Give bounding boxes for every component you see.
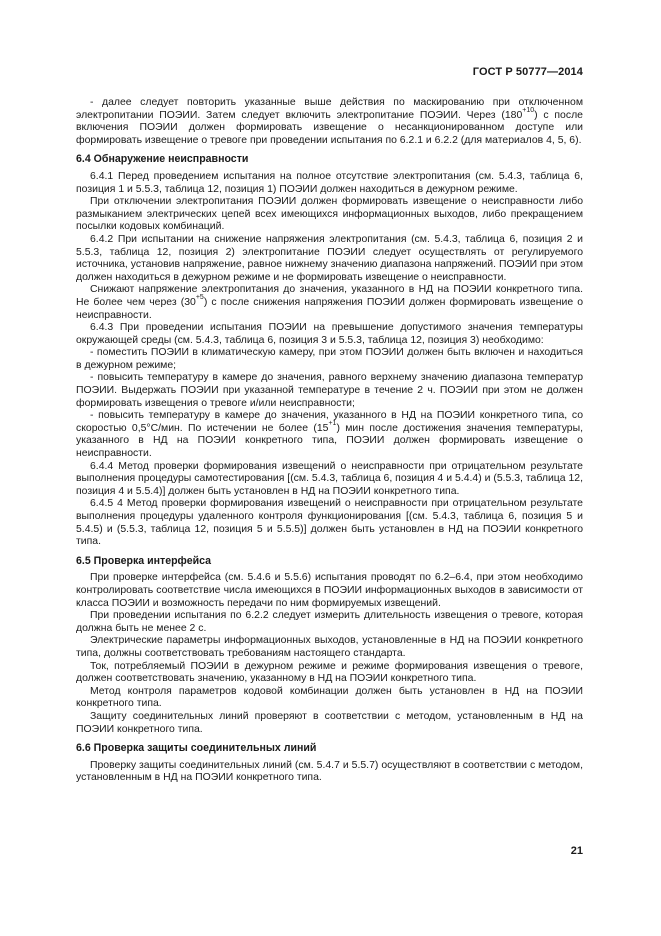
paragraph-text: Проверку защиты соединительных линий (см. 5.4.7 и 5.5.7) осуществляют в соответствии с методом, установленным в НД на ПОЭИИ конкретного типа. bbox=[76, 759, 583, 784]
page-header: ГОСТ Р 50777—2014 bbox=[472, 66, 583, 78]
paragraph-text: Метод контроля параметров кодовой комбинации должен быть установлен в НД на ПОЭИИ конкретного типа. bbox=[76, 685, 583, 710]
paragraph bbox=[76, 234, 583, 284]
paragraph bbox=[76, 372, 583, 410]
paragraph bbox=[76, 171, 583, 196]
paragraph-text: - повысить температуру в камере до значения, равного верхнему значению диапазона температур ПОЭИИ. Выдержать ПОЭИИ при указанной температуре в течение 2 ч. ПОЭИИ при этом не должен формировать извещения о тревоге и/или неисправности; bbox=[76, 372, 583, 409]
page-number: 21 bbox=[570, 845, 583, 857]
paragraph-text: При проведении испытания по 6.2.2 следует измерить длительность извещения о тревоге, которая должна быть не менее 2 с. bbox=[76, 610, 583, 634]
paragraph-text: При проверке интерфейса (см. 5.4.6 и 5.5.6) испытания проводят по 6.2–6.4, при этом необходимо контролировать соответствие числа имеющихся в ПОЭИИ информационных выходов в зависимости от класса ПОЭИИ и возможность передачи по ним формируемых извещений. bbox=[76, 572, 583, 609]
paragraph bbox=[76, 635, 583, 660]
superscript: +1 bbox=[328, 420, 337, 428]
paragraph-text: 6.4.3 При проведении испытания ПОЭИИ на превышение допустимого значения температуры окружающей среды (см. 5.4.3, таблица 6, позиция 3 и 5.5.3, таблица 12, позиция 3) необходимо: bbox=[76, 322, 583, 346]
paragraph-text: 6.4.5 4 Метод проверки формирования извещений о неисправности при отрицательном результате выполнения процедуры удаленного контроля функционирования [(см. 5.4.3, таблица 6, позиция 5 и 5.4.5) и (5.5.3, таблица 12, позиция 5 и 5.5.5)] должен быть установлен в НД на ПОЭИИ конкретного типа. bbox=[76, 498, 583, 548]
superscript: +5 bbox=[195, 294, 204, 302]
paragraph-text: Защиту соединительных линий проверяют в соответствии с методом, установленным в НД на ПОЭИИ конкретного типа. bbox=[76, 710, 583, 735]
paragraph-text: Ток, потребляемый ПОЭИИ в дежурном режиме и режиме формирования извещения о тревоге, должен соответствовать значению, указанному в НД на ПОЭИИ конкретного типа. bbox=[76, 660, 583, 685]
paragraph bbox=[76, 661, 583, 686]
paragraph bbox=[76, 760, 583, 785]
paragraph-text: 6.4.2 При испытании на снижение напряжения электропитания (см. 5.4.3, таблица 6, позиция 2 и 5.5.3, таблица 12, позиция 2) электропитание ПОЭИИ следует осуществлять от регулируемого источника, установив напряжение, равное нижнему значению диапазона напряжений. ПОЭИИ при этом должен находиться в дежурном режиме и не формировать извещение о неисправности. bbox=[76, 233, 583, 283]
paragraph bbox=[76, 461, 583, 499]
paragraph bbox=[76, 610, 583, 635]
paragraph bbox=[76, 97, 583, 147]
paragraph-text: Электрические параметры информационных выходов, установленные в НД на ПОЭИИ конкретного типа, должны соответствовать требованиям настоящего стандарта. bbox=[76, 635, 583, 659]
section-heading: 6.5 Проверка интерфейса bbox=[76, 554, 212, 567]
paragraph bbox=[76, 284, 583, 322]
paragraph bbox=[76, 686, 583, 711]
document-body bbox=[76, 97, 583, 785]
paragraph-text: ) мин после достижения значения температуры, указанного в НД на ПОЭИИ конкретного типа, ПОЭИИ должен формировать извещение о неисправности. bbox=[76, 422, 583, 460]
paragraph-text: 6.4.1 Перед проведением испытания на полное отсутствие электропитания (см. 5.4.3, таблица 6, позиция 1 и 5.5.3, таблица 12, позиция 1) ПОЭИИ должен находиться в дежурном режиме. bbox=[76, 170, 583, 195]
paragraph-text: - далее следует повторить указанные выше действия по маскированию при отключенном электропитании ПОЭИИ. Затем следует включить электропитание ПОЭИИ. Через (180 bbox=[76, 97, 583, 121]
paragraph bbox=[76, 711, 583, 736]
paragraph-text: 6.4.4 Метод проверки формирования извещений о неисправности при отрицательном результате выполнения процедуры самотестирования [(см. 5.4.3, таблица 6, позиция 4 и 5.4.4) и (5.5.3, таблица 12, позиция 4 и 5.5.4)] должен быть установлен в НД на ПОЭИИ конкретного типа. bbox=[76, 460, 583, 497]
superscript: +10 bbox=[522, 107, 535, 115]
section-heading: 6.4 Обнаружение неисправности bbox=[76, 153, 249, 166]
paragraph-text: При отключении электропитания ПОЭИИ должен формировать извещение о неисправности либо размыканием электрических цепей всех имеющихся информационных выходов, либо прекращением посылки кодовых комбинаций. bbox=[76, 196, 583, 233]
section-heading: 6.6 Проверка защиты соединительных линий bbox=[76, 742, 317, 755]
paragraph bbox=[76, 572, 583, 610]
paragraph bbox=[76, 196, 583, 234]
paragraph bbox=[76, 347, 583, 372]
paragraph-text: Снижают напряжение электропитания до значения, указанного в НД на ПОЭИИ конкретного типа. Не более чем через (30 bbox=[76, 284, 583, 308]
paragraph bbox=[76, 498, 583, 548]
paragraph bbox=[76, 322, 583, 347]
paragraph-text: ) с после снижения напряжения ПОЭИИ должен формировать извещение о неисправности. bbox=[76, 296, 584, 321]
paragraph-text: ) с после включения ПОЭИИ должен формировать извещение о несанкционированном доступе или формировать извещение о тревоге при проведении испытания по 6.2.1 и 6.2.2 (для материалов 4, 5, 6). bbox=[76, 109, 583, 146]
paragraph-text: - поместить ПОЭИИ в климатическую камеру, при этом ПОЭИИ должен быть включен и находиться в дежурном режиме; bbox=[76, 347, 583, 371]
paragraph bbox=[76, 410, 583, 460]
paragraph-text: - повысить температуру в камере до значения, указанного в НД на ПОЭИИ конкретного типа, со скоростью 0,5°С/мин. По истечении не более (15 bbox=[76, 410, 583, 434]
